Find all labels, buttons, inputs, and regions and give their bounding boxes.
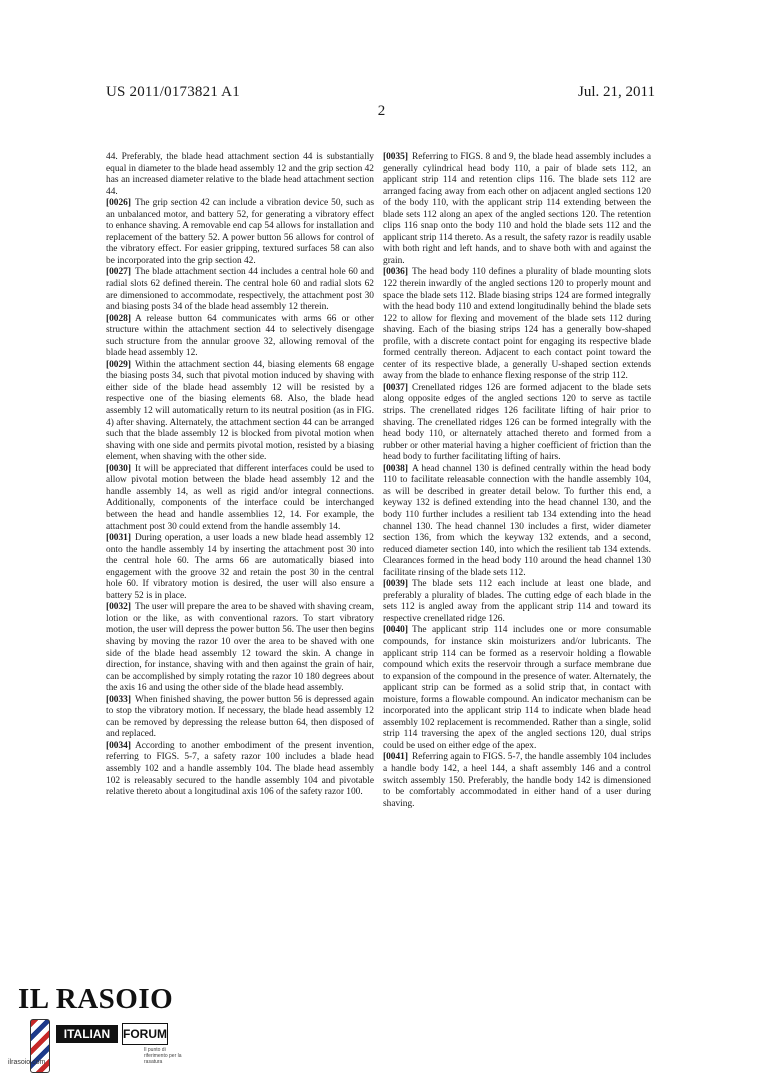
- paragraph-number: [0037]: [383, 382, 408, 393]
- paragraph-text: The grip section 42 can include a vibration device 50, such as an unbalanced motor, and battery 52, for generating a vibratory effect to enhance shaving. A removable end cap 54 allows for installation and replacement of the battery 52. A power button 56 allows for control of the vibratory effect. For easier gripping, textured surfaces 58 can also be incorporated into the grip section 42.: [106, 198, 374, 266]
- paragraph-text: The user will prepare the area to be shaved with shaving cream, lotion or the like, as with conventional razors. To start vibratory motion, the user will depress the power button 56. The user then begins shaving by moving the razor 10 over the area to be shaved with one side of the blade head assembly 12 toward the skin. A change in direction, for instance, shaving with and then against the grain of hair, can be accomplished by simply rotating the razor 10 180 degrees about the axis 16 and using the other side of the blade head assembly.: [106, 602, 375, 694]
- paragraph-text: A release button 64 communicates with arms 66 or other structure within the attachment section 44 to selectively disengage such structure from the annular groove 32, allowing removal of the blade head assembly 12.: [106, 313, 374, 359]
- paragraph: [383, 752, 651, 810]
- left-text-column: [106, 152, 374, 799]
- paragraph-number: [0034]: [106, 740, 131, 751]
- paragraph-number: [0038]: [383, 463, 408, 474]
- paragraph-number: [0033]: [106, 694, 131, 705]
- paragraph-text: It will be appreciated that different interfaces could be used to allow pivotal motion between the blade head assembly 12 and the handle assembly 14, as well as rigid and/or integral connections. Additionally, components of the interface could be interchanged between the head and handle assemblies 12, 14. For example, the attachment post 30 could extend from the handle assembly 14.: [106, 463, 374, 532]
- paragraph: [383, 267, 651, 382]
- paragraph-number: [0030]: [106, 463, 131, 474]
- paragraph: [383, 383, 651, 464]
- paragraph-text: During operation, a user loads a new blade head assembly 12 onto the handle assembly 14 by inserting the attachment post 30 into the central hole 60. The arms 66 are automatically biased into engagement with the groove 32 and retain the post 30 in the central hole 60. If vibratory motion is desired, the user will also ensure a battery 52 is in place.: [106, 533, 374, 601]
- paragraph-number: [0032]: [106, 602, 131, 613]
- paragraph-number: [0041]: [383, 752, 408, 763]
- paragraph: [383, 625, 651, 752]
- paragraph-text: 44. Preferably, the blade head attachment section 44 is substantially equal in diameter to the blade head assembly 12 and the grip section 42 has an increased diameter relative to the blade head attachment section 44.: [106, 152, 374, 197]
- logo-title: IL RASOIO: [18, 983, 174, 1015]
- paragraph: [106, 602, 374, 694]
- paragraph-text: The head body 110 defines a plurality of blade mounting slots 122 therein inwardly of the angled sections 120 to properly mount and space the blade sets 112. Blade biasing strips 124 are formed integrally with the head body 110 and extend longitudinally behind the blade sets 122 to allow for flexing and movement of the blade sets 112 during shaving. Each of the biasing strips 124 has a generally bow-shaped profile, with a discrete contact point for engaging its respective blade formed centrally thereon. Adjacent to each contact point toward the center of its respective blade, a generally U-shaped section extends away from the blade to enhance flexing response of the strip 112.: [383, 267, 651, 382]
- paragraph: [383, 152, 651, 267]
- paragraph: [106, 533, 374, 602]
- paragraph-number: [0029]: [106, 359, 131, 370]
- paragraph-text: Referring to FIGS. 8 and 9, the blade head assembly includes a generally cylindrical head body 110, a pair of blade sets 112, an applicant strip 114 and retention clips 116. The blade sets 112 are arranged facing away from each other on adjacent angled sections 120 of the body 110, with the applicant strip 114 extending between the blade sets 112 along an apex of the angled sections 120. The retention clips 116 snap onto the body 110 and hold the blade sets 112 and the applicant strip 114 thereto. As a result, the safety razor is readily usable with both right and left hands, and to shave both with and against the grain.: [383, 152, 651, 266]
- paragraph: [106, 198, 374, 267]
- paragraph-text: When finished shaving, the power button 56 is depressed again to stop the vibratory motion. If necessary, the blade head assembly 12 can be removed by depressing the release button 64, then disposed of and replaced.: [106, 694, 374, 740]
- publication-date: Jul. 21, 2011: [578, 84, 655, 100]
- paragraph: [106, 267, 374, 313]
- paragraph-number: [0026]: [106, 198, 131, 209]
- paragraph-number: [0040]: [383, 625, 408, 636]
- paragraph: [106, 360, 374, 464]
- paragraph-text: A head channel 130 is defined centrally within the head body 110 to facilitate releasable connection with the handle assembly 104, as will be described in greater detail below. To further this end, a keyway 132 is defined extending into the head channel 130, and the body 110 further includes a resilient tab 134 extending into the head channel 130. The head channel 130 includes a first, wider diameter section 136, from which the keyway 132 extends, and a second, reduced diameter section 140, into which the resilient tab 134 extends. Clearances formed in the head body 110 around the head channel 130 facilitate rinsing of the blade sets 112.: [383, 463, 651, 578]
- paragraph-text: Within the attachment section 44, biasing elements 68 engage the biasing posts 34, such that pivotal motion induced by shaving with either side of the blade head assembly 12 will be resisted by a respective one of the biasing elements 68. Also, the blade head assembly 12 will automatically return to its neutral position (as in FIG. 4) after shaving. Alternately, the attachment section 44 can be arranged such that the blade assembly 12 is blocked from pivotal motion when shaving with one side and permits pivotal motion, resisted by a biasing element, when shaving with the other side.: [106, 359, 374, 463]
- paragraph-text: The blade attachment section 44 includes a central hole 60 and radial slots 62 defined therein. The central hole 60 and radial slots 62 are dimensioned to accommodate, respectively, the attachment post 30 and biasing posts 34 of the blade head assembly 12 therein.: [106, 267, 374, 313]
- paragraph-text: The applicant strip 114 includes one or more consumable compounds, for instance skin moisturizers and/or lubricants. The applicant strip 114 can be formed as a reservoir holding a flowable compound which exits the reservoir through a surface membrane due to expansion of the compound in the presence of water. Alternately, the applicant strip can be formed as a solid strip that, in contact with moisture, forms a flowable compound. An indicator mechanism can be incorporated into the applicant strip 114 to indicate when blade head assembly 102 replacement is recommended. Rather than a single, solid strip 114 traversing the apex of the angled sections 120, dual strips could be used on either edge of the apex.: [383, 625, 651, 751]
- paragraph-text: The blade sets 112 each include at least one blade, and preferably a plurality of blades. The cutting edge of each blade in the sets 112 is angled away from the applicant strip 114 and toward its respective crenellated ridge 126.: [383, 579, 651, 624]
- paragraph: [106, 152, 374, 198]
- paragraph-number: [0036]: [383, 267, 408, 278]
- paragraph-number: [0039]: [383, 579, 408, 590]
- paragraph-text: Crenellated ridges 126 are formed adjacent to the blade sets along opposite edges of the angled sections 120 to serve as tactile strips. The crenellated ridges 126 facilitate lifting of hair prior to shaving. The crenellated ridges 126 can be formed integrally with the head body 110, or alternately attached thereto and formed from a rubber or other material having a higher coefficient of friction than the head body to further facilitating lifting of hairs.: [383, 382, 651, 463]
- paragraph-text: Referring again to FIGS. 5-7, the handle assembly 104 includes a handle body 142, a heel 144, a shaft assembly 146 and a control switch assembly 150. Preferably, the handle body 142 is dimensioned to be comfortably accommodated in either hand of a user during shaving.: [383, 752, 651, 809]
- watermark-logo: [4, 983, 208, 1077]
- paragraph: [106, 741, 374, 799]
- patent-number: US 2011/0173821 A1: [106, 84, 240, 100]
- paragraph-number: [0027]: [106, 267, 131, 278]
- logo-forum-label: FORUM: [122, 1023, 168, 1045]
- logo-tagline: Il punto di riferimento per la rasatura: [144, 1047, 182, 1065]
- paragraph: [106, 314, 374, 360]
- paragraph-number: [0031]: [106, 533, 131, 544]
- paragraph: [383, 464, 651, 579]
- page-number: 2: [377, 103, 386, 119]
- paragraph: [383, 579, 651, 625]
- paragraph-number: [0028]: [106, 313, 131, 324]
- paragraph-text: According to another embodiment of the present invention, referring to FIGS. 5-7, a safety razor 100 includes a blade head assembly 102 and a handle assembly 104. The blade head assembly 102 is releasably secured to the handle assembly 104 and pivotable relative thereto about a longitudinal axis 106 of the safety razor 100.: [106, 740, 374, 798]
- logo-italian-label: ITALIAN: [56, 1025, 118, 1043]
- logo-site: ilrasoio.com: [8, 1059, 46, 1066]
- paragraph: [106, 464, 374, 533]
- right-text-column: [383, 152, 651, 810]
- paragraph-number: [0035]: [383, 152, 408, 162]
- paragraph: [106, 695, 374, 741]
